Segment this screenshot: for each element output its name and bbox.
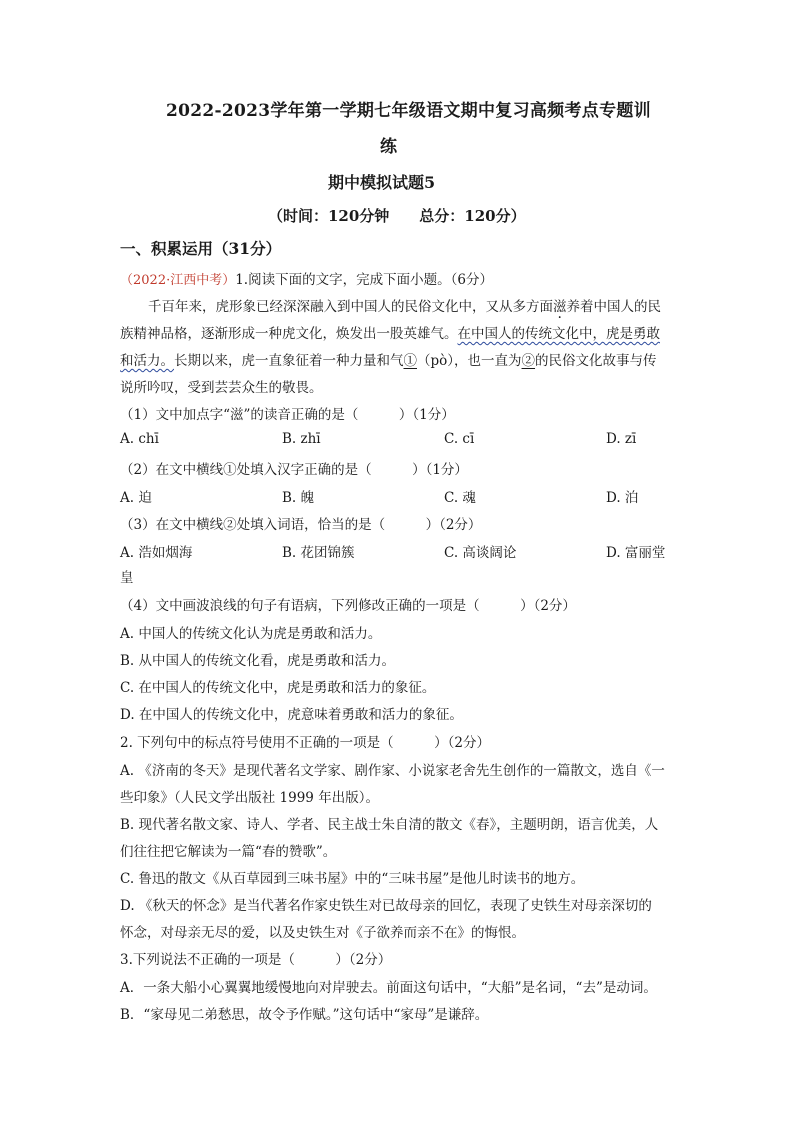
q2-option-d: D. 《秋天的怀念》是当代著名作家史铁生对已故母亲的回忆，表现了史铁生对母亲深切的 — [120, 898, 652, 914]
wavy-sentence: 和活力。 — [120, 353, 174, 369]
passage-line-4: 说所吟叹，受到芸芸众生的敬畏。 — [120, 380, 323, 396]
sub3-option-a: A. 浩如烟海 — [120, 545, 193, 561]
passage-text: （pò），也一直为 — [417, 353, 522, 369]
sub2-option-a: A. 迫 — [120, 490, 152, 506]
exam-title-line1: 2022-2023学年第一学期七年级语文期中复习高频考点专题训 — [166, 101, 651, 121]
q2-option-a-wrap: 些印象》（人民文学出版社 1999 年出版）。 — [120, 790, 379, 806]
question-1-prompt: 1.阅读下面的文字，完成下面小题。（6分） — [235, 272, 493, 288]
sub3-option-d: D. 富丽堂 — [606, 545, 666, 561]
passage-line-2 — [120, 322, 660, 342]
subquestion-1: （1）文中加点字“滋”的读音正确的是（ ）（1分） — [120, 407, 455, 423]
sub4-option-b: B. 从中国人的传统文化看，虎是勇敢和活力。 — [120, 653, 396, 669]
sub2-option-c: C. 魂 — [444, 490, 476, 506]
sub3-option-c: C. 高谈阔论 — [444, 545, 517, 561]
q3-option-b: B．“家母见二弟愁思，故令予作赋。”这句话中“家母”是谦辞。 — [120, 1007, 489, 1023]
sub1-option-d: D. zī — [606, 431, 637, 447]
question-2: 2. 下列句中的标点符号使用不正确的一项是（ ）（2分） — [120, 735, 491, 751]
exam-time-info: （时间：120分钟 总分：120分） — [268, 207, 526, 225]
sub2-option-b: B. 魄 — [282, 490, 315, 506]
question-source: （2022·江西中考） — [120, 273, 236, 288]
sub4-option-c: C. 在中国人的传统文化中，虎是勇敢和活力的象征。 — [120, 680, 436, 696]
sub3-option-b: B. 花团锦簇 — [282, 545, 355, 561]
section-heading: 一、积累运用（31分） — [120, 239, 282, 258]
blank-1: ① — [403, 353, 417, 369]
sub4-option-a: A. 中国人的传统文化认为虎是勇敢和活力。 — [120, 626, 382, 642]
q2-option-b-wrap: 们往往把它解读为一篇“春的赞歌”。 — [120, 844, 337, 860]
passage-text: 长期以来，虎一直象征着一种力量和气 — [174, 353, 404, 369]
passage-line-1 — [148, 295, 661, 315]
sub1-option-b: B. zhī — [282, 431, 321, 447]
exam-title-line2: 练 — [380, 137, 398, 157]
passage-text: 的民俗文化故事与传 — [535, 353, 657, 369]
q3-option-a: A．一条大船小心翼翼地缓慢地向对岸驶去。前面这句话中，“大船”是名词，“去”是动词。 — [120, 980, 657, 996]
dotted-char: 滋 — [553, 299, 567, 315]
question-3: 3.下列说法不正确的一项是（ ）（2分） — [120, 952, 392, 968]
exam-subtitle: 期中模拟试题5 — [328, 173, 436, 192]
q2-option-b: B. 现代著名散文家、诗人、学者、民主战士朱自清的散文《春》，主题明朗，语言优美，人 — [120, 817, 659, 833]
passage-text: 养着中国人的民 — [566, 299, 661, 315]
blank-2: ② — [521, 353, 536, 369]
passage-text: 千百年来，虎形象已经深深融入到中国人的民俗文化中，又从多方面 — [148, 299, 553, 315]
passage-text: 族精神品格，逐渐形成一种虎文化，焕发出一股英雄气。 — [120, 326, 458, 342]
subquestion-4: （4）文中画波浪线的句子有语病，下列修改正确的一项是（ ）（2分） — [120, 598, 576, 614]
q2-option-c: C. 鲁迅的散文《从百草园到三味书屋》中的“三味书屋”是他儿时读书的地方。 — [120, 871, 585, 887]
q2-option-a: A. 《济南的冬天》是现代著名文学家、剧作家、小说家老舍先生创作的一篇散文，选自《一 — [120, 763, 665, 779]
passage-line-3 — [120, 349, 657, 369]
sub3-option-d-wrap: 皇 — [120, 570, 134, 586]
sub4-option-d: D. 在中国人的传统文化中，虎意味着勇敢和活力的象征。 — [120, 707, 463, 723]
question-1-header — [120, 268, 493, 288]
sub2-option-d: D. 泊 — [606, 490, 639, 506]
subquestion-3: （3）在文中横线②处填入词语，恰当的是（ ）（2分） — [120, 517, 482, 533]
subquestion-2: （2）在文中横线①处填入汉字正确的是（ ）（1分） — [120, 462, 468, 478]
sub1-option-c: C. cī — [444, 431, 475, 447]
sub1-option-a: A. chī — [120, 431, 159, 447]
q2-option-d-wrap: 怀念，对母亲无尽的爱，以及史铁生对《子欲养而亲不在》的悔恨。 — [120, 925, 525, 941]
wavy-sentence: 在中国人的传统文化中，虎是勇敢 — [457, 326, 660, 342]
